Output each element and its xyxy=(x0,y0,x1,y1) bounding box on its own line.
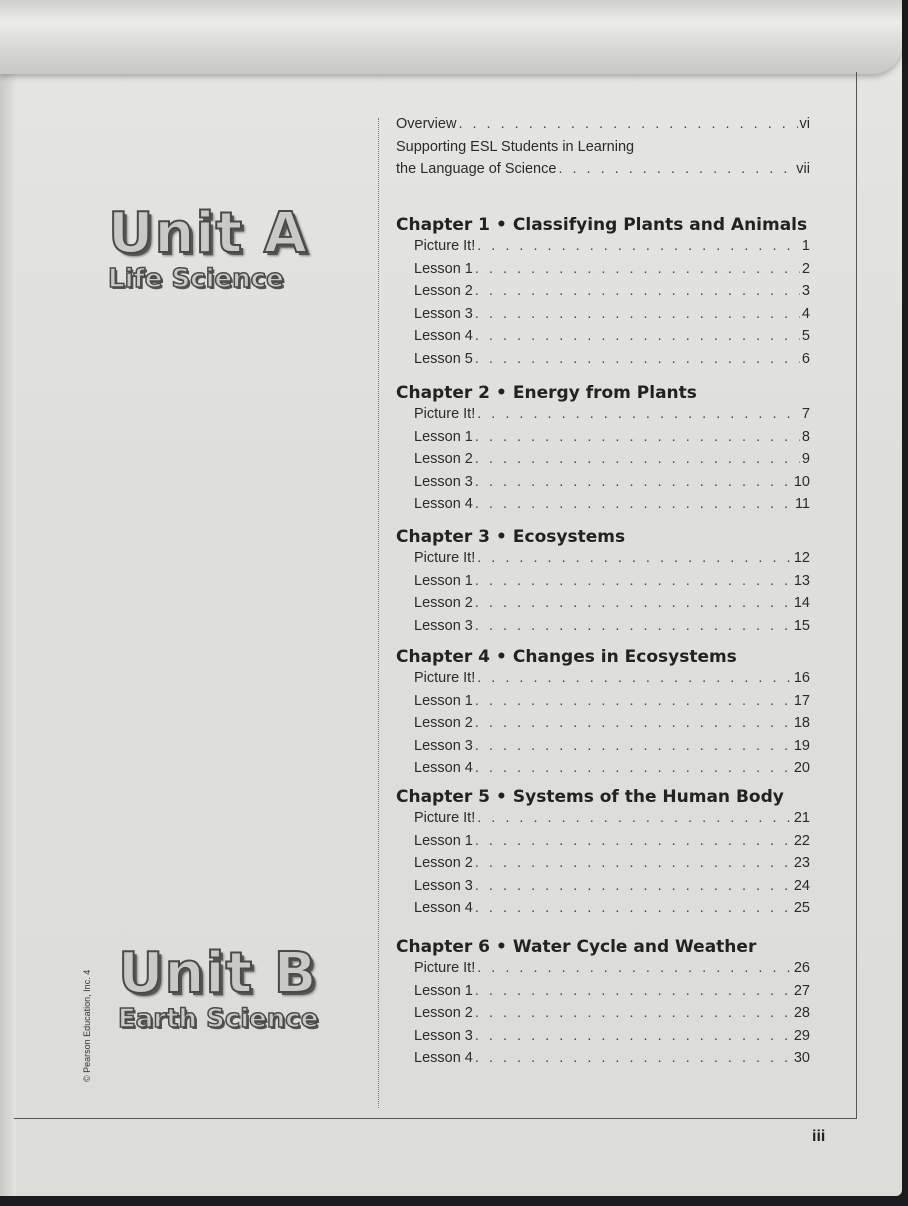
page-number: iii xyxy=(812,1128,826,1145)
toc-entry xyxy=(396,238,810,261)
leader-dots xyxy=(475,351,800,367)
chapter-block xyxy=(396,644,810,783)
entry-label: Picture It! xyxy=(414,238,476,254)
page-ref: 19 xyxy=(793,737,810,754)
page-ref: 2 xyxy=(801,260,810,277)
bullet-separator: • xyxy=(496,647,507,667)
leader-dots xyxy=(475,618,792,634)
leader-dots xyxy=(475,1050,792,1066)
leader-dots xyxy=(475,306,800,322)
page-ref: 16 xyxy=(793,670,810,686)
entry-label: Lesson 3 xyxy=(414,617,473,634)
page-ref: 1 xyxy=(801,238,810,254)
page-ref: 7 xyxy=(801,406,810,422)
chapter-title: Ecosystems xyxy=(512,527,626,547)
toc-entry xyxy=(396,451,810,474)
toc-entry xyxy=(396,900,810,923)
toc-entry-esl-line1: Supporting ESL Students in Learning xyxy=(396,138,635,155)
page-ref: 3 xyxy=(801,283,810,299)
chapter-heading xyxy=(396,784,810,810)
bullet-separator: • xyxy=(496,937,507,957)
toc-entry xyxy=(396,406,810,429)
leader-dots xyxy=(475,900,792,916)
entry-label: Lesson 3 xyxy=(414,473,473,490)
entry-label: Lesson 4 xyxy=(414,1050,473,1066)
toc-entry xyxy=(396,283,810,306)
page-ref: 27 xyxy=(793,982,810,999)
leader-dots xyxy=(477,670,792,686)
chapter-number: Chapter 6 xyxy=(396,937,491,957)
entry-label: Lesson 3 xyxy=(414,737,473,754)
leader-dots xyxy=(475,496,793,512)
toc-entry xyxy=(396,496,810,519)
bullet-separator: • xyxy=(496,215,507,235)
entry-label: Lesson 1 xyxy=(414,832,473,849)
entry-label: Lesson 1 xyxy=(414,428,473,445)
entry-label: Lesson 1 xyxy=(414,260,473,277)
page-ref: 29 xyxy=(793,1027,810,1044)
leader-dots xyxy=(475,328,800,344)
toc-entry xyxy=(396,760,810,783)
toc-entry xyxy=(396,328,810,351)
entry-label: Lesson 2 xyxy=(414,451,473,467)
leader-dots xyxy=(475,261,800,277)
entry-label: Lesson 1 xyxy=(414,692,473,709)
entry-label: Lesson 2 xyxy=(414,1005,473,1021)
page-ref: vi xyxy=(799,116,810,132)
leader-dots xyxy=(475,1005,792,1021)
toc-entry xyxy=(396,670,810,693)
unit-title: Unit B xyxy=(118,941,318,1006)
page-ref: vii xyxy=(796,161,810,177)
entry-label: Picture It! xyxy=(414,550,476,566)
leader-dots xyxy=(477,550,792,566)
page-ref: 8 xyxy=(801,428,810,445)
page-ref: 17 xyxy=(793,692,810,709)
entry-label: Lesson 3 xyxy=(414,877,473,894)
leader-dots xyxy=(477,238,800,254)
entry-label: Lesson 4 xyxy=(414,900,473,916)
page-ref: 28 xyxy=(793,1005,810,1021)
chapter-title: Changes in Ecosystems xyxy=(512,647,737,667)
leader-dots xyxy=(475,878,792,894)
entry-label: Lesson 4 xyxy=(414,760,473,776)
entry-label: Lesson 2 xyxy=(414,283,473,299)
leader-dots xyxy=(475,1028,792,1044)
toc-entry xyxy=(396,833,810,856)
chapter-heading xyxy=(396,380,810,406)
page-ref: 9 xyxy=(801,451,810,467)
entry-label: Lesson 5 xyxy=(414,350,473,367)
toc-entry xyxy=(396,738,810,761)
toc-entry xyxy=(396,715,810,738)
front-matter xyxy=(396,116,810,184)
leader-dots xyxy=(475,715,792,731)
unit-subtitle: Life Science xyxy=(108,264,284,294)
toc-entry xyxy=(396,474,810,497)
chapter-title: Systems of the Human Body xyxy=(512,787,784,807)
leader-dots xyxy=(475,595,792,611)
entry-label: Lesson 3 xyxy=(414,1027,473,1044)
toc-entry xyxy=(396,960,810,983)
toc-entry xyxy=(396,261,810,284)
toc-entry xyxy=(396,306,810,329)
unit-a-heading xyxy=(108,201,309,294)
entry-label: Picture It! xyxy=(414,810,476,826)
leader-dots xyxy=(475,429,800,445)
leader-dots xyxy=(475,760,792,776)
leader-dots xyxy=(475,983,792,999)
page-ref: 10 xyxy=(793,473,810,490)
unit-subtitle: Earth Science xyxy=(118,1004,319,1034)
toc-entry xyxy=(396,595,810,618)
toc-entry-esl: the Language of Science . . . vii xyxy=(396,161,810,184)
page-ref: 22 xyxy=(793,832,810,849)
page-ref: 23 xyxy=(793,855,810,871)
chapter-block xyxy=(396,212,810,373)
chapter-heading xyxy=(396,212,810,238)
page-ref: 5 xyxy=(801,328,810,344)
toc-entry xyxy=(396,983,810,1006)
toc-entry xyxy=(396,351,810,374)
chapter-block xyxy=(396,524,810,640)
page-ref: 6 xyxy=(801,350,810,367)
page-ref: 24 xyxy=(793,877,810,894)
page-ref: 25 xyxy=(793,900,810,916)
page-ref: 11 xyxy=(794,496,810,512)
chapter-heading xyxy=(396,934,810,960)
unit-b-heading xyxy=(118,941,319,1034)
chapter-title: Water Cycle and Weather xyxy=(512,937,757,957)
entry-label: Lesson 1 xyxy=(414,982,473,999)
leader-dots xyxy=(477,406,800,422)
toc-entry xyxy=(396,810,810,833)
toc-entry xyxy=(396,878,810,901)
chapter-block xyxy=(396,934,810,1073)
unit-title: Unit A xyxy=(108,201,309,266)
leader-dots xyxy=(475,451,800,467)
chapter-heading xyxy=(396,524,810,550)
bullet-separator: • xyxy=(496,383,507,403)
page-ref: 30 xyxy=(793,1050,810,1066)
bullet-separator: • xyxy=(496,527,507,547)
copyright-notice: © Pearson Education, Inc. 4 xyxy=(82,969,92,1082)
page-top-fold xyxy=(0,0,902,74)
entry-label: Picture It! xyxy=(414,670,476,686)
leader-dots xyxy=(475,474,792,490)
chapter-number: Chapter 3 xyxy=(396,527,491,547)
toc-entry xyxy=(396,573,810,596)
toc-entry-overview: Overview . . . vi xyxy=(396,116,810,139)
leader-dots xyxy=(475,283,800,299)
chapter-heading xyxy=(396,644,810,670)
leader-dots xyxy=(477,960,792,976)
entry-label: Lesson 4 xyxy=(414,496,473,512)
entry-label: Lesson 1 xyxy=(414,572,473,589)
chapter-number: Chapter 4 xyxy=(396,647,491,667)
leader-dots xyxy=(475,738,792,754)
entry-label: Picture It! xyxy=(414,406,476,422)
page-ref: 13 xyxy=(793,572,810,589)
leader-dots xyxy=(475,833,792,849)
chapter-number: Chapter 1 xyxy=(396,215,491,235)
entry-label: Lesson 2 xyxy=(414,855,473,871)
leader-dots xyxy=(475,855,792,871)
page-ref: 14 xyxy=(793,595,810,611)
entry-label: Lesson 3 xyxy=(414,305,473,322)
toc-entry xyxy=(396,693,810,716)
page-ref: 4 xyxy=(801,305,810,322)
page-ref: 18 xyxy=(793,715,810,731)
toc-entry xyxy=(396,1050,810,1073)
chapter-block xyxy=(396,380,810,519)
chapter-title: Classifying Plants and Animals xyxy=(512,215,808,235)
toc-entry xyxy=(396,550,810,573)
page-ref: 20 xyxy=(793,760,810,776)
page-ref: 12 xyxy=(793,550,810,566)
chapter-number: Chapter 5 xyxy=(396,787,491,807)
entry-label: Lesson 2 xyxy=(414,595,473,611)
entry-label: Picture It! xyxy=(414,960,476,976)
bullet-separator: • xyxy=(496,787,507,807)
entry-label: Lesson 4 xyxy=(414,328,473,344)
chapter-number: Chapter 2 xyxy=(396,383,491,403)
page-ref: 15 xyxy=(793,617,810,634)
page-ref: 26 xyxy=(793,960,810,976)
page-ref: 21 xyxy=(793,810,810,826)
leader-dots xyxy=(475,573,792,589)
leader-dots xyxy=(475,693,792,709)
toc-entry xyxy=(396,1028,810,1051)
column-divider xyxy=(378,118,379,1108)
toc-entry xyxy=(396,429,810,452)
chapter-title: Energy from Plants xyxy=(512,383,697,403)
entry-label: Lesson 2 xyxy=(414,715,473,731)
leader-dots xyxy=(477,810,792,826)
toc-entry xyxy=(396,855,810,878)
toc-entry xyxy=(396,1005,810,1028)
chapter-block xyxy=(396,784,810,923)
toc-entry xyxy=(396,618,810,641)
